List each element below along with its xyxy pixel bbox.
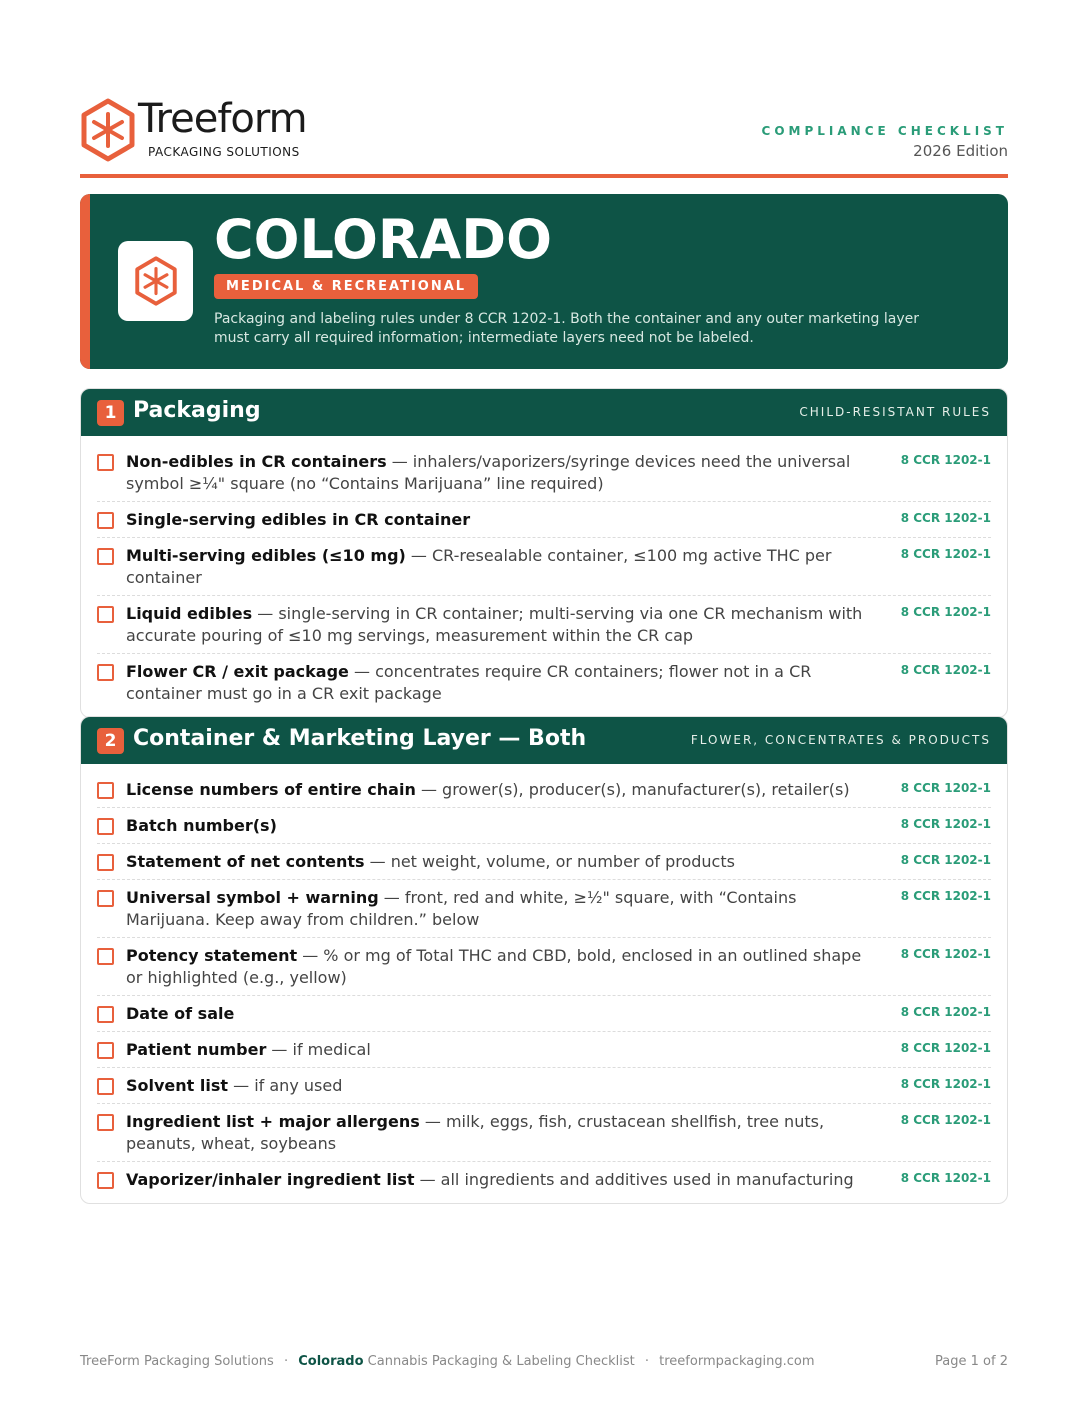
checklist-item (97, 1162, 991, 1197)
regulation-reference: 8 CCR 1202-1 (900, 781, 991, 795)
page-number: Page 1 of 2 (935, 1354, 1008, 1369)
regulation-reference: 8 CCR 1202-1 (900, 889, 991, 903)
item-text (126, 1169, 901, 1191)
brand-name: Treeform (138, 96, 307, 142)
regulation-reference: 8 CCR 1202-1 (900, 1005, 991, 1019)
section-header (81, 389, 1007, 436)
regulation-reference: 8 CCR 1202-1 (900, 1077, 991, 1091)
checklist-item (97, 880, 991, 938)
item-text (126, 815, 901, 837)
hero-banner (80, 194, 1008, 369)
item-text (126, 661, 901, 705)
item-title: Ingredient list + major allergens (126, 1112, 420, 1131)
checklist-item (97, 808, 991, 844)
regulation-reference: 8 CCR 1202-1 (900, 511, 991, 525)
item-title: Batch number(s) (126, 816, 277, 835)
checkbox-icon[interactable] (97, 1042, 114, 1059)
item-title: Vaporizer/inhaler ingredient list (126, 1170, 415, 1189)
footer-company: TreeForm Packaging Solutions (80, 1354, 274, 1369)
checklist-item (97, 538, 991, 596)
regulation-reference: 8 CCR 1202-1 (900, 1171, 991, 1185)
hero-icon-tile (118, 241, 193, 321)
item-text (126, 945, 901, 989)
item-text (126, 1075, 901, 1097)
regulation-reference: 8 CCR 1202-1 (900, 817, 991, 831)
item-detail: — all ingredients and additives used in manufacturing (414, 1170, 854, 1189)
document-edition: 2026 Edition (913, 142, 1008, 160)
item-detail: — grower(s), producer(s), manufacturer(s), retailer(s) (415, 780, 850, 799)
item-text (126, 603, 901, 647)
page-footer (80, 1354, 1008, 1369)
section-tag: FLOWER, CONCENTRATES & PRODUCTS (690, 733, 991, 747)
hexagon-asterisk-icon (131, 256, 181, 306)
item-title: Liquid edibles (126, 604, 253, 623)
checkbox-icon[interactable] (97, 890, 114, 907)
checklist-item (97, 596, 991, 654)
checkbox-icon[interactable] (97, 818, 114, 835)
item-text (126, 1003, 901, 1025)
checklist-item (97, 1068, 991, 1104)
item-title: Solvent list (126, 1076, 229, 1095)
checkbox-icon[interactable] (97, 548, 114, 565)
item-detail: — % or mg of Total THC and CBD, bold, enclosed in an outlined shape or highlighted (e.g., yellow) (126, 946, 862, 987)
hero-description: Packaging and labeling rules under 8 CCR 1202-1. Both the container and any outer marketing layer must carry all required information; intermediate layers need not be labeled. (214, 311, 919, 346)
item-title: Universal symbol + warning (126, 888, 379, 907)
section-title: Packaging (133, 398, 261, 423)
item-text (126, 451, 901, 495)
checkbox-icon[interactable] (97, 948, 114, 965)
regulation-reference: 8 CCR 1202-1 (900, 1041, 991, 1055)
item-detail: — concentrates require CR containers; flower not in a CR container must go in a CR exit package (126, 662, 812, 703)
checkbox-icon[interactable] (97, 664, 114, 681)
item-text (126, 509, 901, 531)
brand-tagline: PACKAGING SOLUTIONS (148, 145, 300, 159)
regulation-reference: 8 CCR 1202-1 (900, 663, 991, 677)
item-title: Flower CR / exit package (126, 662, 349, 681)
hero-accent-bar (80, 194, 90, 369)
item-title: License numbers of entire chain (126, 780, 416, 799)
checklist-item (97, 444, 991, 502)
item-detail: — inhalers/vaporizers/syringe devices need the universal symbol ≥¼" square (no “Contains Marijuana” line required) (126, 452, 851, 493)
item-title: Single-serving edibles in CR container (126, 510, 471, 529)
section-tag: CHILD-RESISTANT RULES (799, 405, 991, 419)
checklist-item (97, 938, 991, 996)
footer-separator: · (283, 1354, 289, 1369)
checkbox-icon[interactable] (97, 1006, 114, 1023)
checklist-item (97, 502, 991, 538)
section-number: 2 (97, 728, 124, 754)
header-divider (80, 174, 1008, 178)
checkbox-icon[interactable] (97, 1114, 114, 1131)
program-badge: MEDICAL & RECREATIONAL (214, 274, 478, 299)
footer-website[interactable]: treeformpackaging.com (659, 1354, 815, 1369)
checkbox-icon[interactable] (97, 1172, 114, 1189)
checklist-item (97, 1032, 991, 1068)
hexagon-asterisk-icon (80, 98, 136, 162)
checkbox-icon[interactable] (97, 854, 114, 871)
item-text (126, 779, 901, 801)
item-detail: — CR-resealable container, ≤100 mg active THC per container (126, 546, 832, 587)
checklist-item (97, 654, 991, 711)
regulation-reference: 8 CCR 1202-1 (900, 1113, 991, 1127)
checklist-item (97, 844, 991, 880)
item-detail: — single-serving in CR container; multi-serving via one CR mechanism with accurate pouring of ≤10 mg servings, measurement within the CR cap (126, 604, 863, 645)
section-number: 1 (97, 400, 124, 426)
item-title: Patient number (126, 1040, 267, 1059)
checklist-item (97, 996, 991, 1032)
item-detail: — milk, eggs, fish, crustacean shellfish, tree nuts, peanuts, wheat, soybeans (126, 1112, 825, 1153)
section-container-marketing (80, 716, 1008, 1204)
document-type: COMPLIANCE CHECKLIST (761, 124, 1008, 138)
regulation-reference: 8 CCR 1202-1 (900, 547, 991, 561)
checkbox-icon[interactable] (97, 1078, 114, 1095)
footer-title: Cannabis Packaging & Labeling Checklist (367, 1354, 635, 1369)
item-detail: — if any used (228, 1076, 343, 1095)
state-title: COLORADO (214, 208, 553, 271)
checkbox-icon[interactable] (97, 512, 114, 529)
checklist-item (97, 772, 991, 808)
item-title: Date of sale (126, 1004, 235, 1023)
page-header (80, 98, 1008, 164)
item-detail: — front, red and white, ≥½" square, with “Contains Marijuana. Keep away from children.” below (126, 888, 797, 929)
checklist-item (97, 1104, 991, 1162)
regulation-reference: 8 CCR 1202-1 (900, 605, 991, 619)
item-detail: — net weight, volume, or number of products (364, 852, 735, 871)
footer-separator: · (644, 1354, 649, 1369)
regulation-reference: 8 CCR 1202-1 (900, 453, 991, 467)
item-title: Statement of net contents (126, 852, 365, 871)
section-packaging (80, 388, 1008, 718)
item-text (126, 1039, 901, 1061)
brand-logo (80, 98, 320, 164)
checkbox-icon[interactable] (97, 454, 114, 471)
item-title: Non-edibles in CR containers (126, 452, 387, 471)
item-text (126, 1111, 901, 1155)
item-text (126, 851, 901, 873)
footer-state: Colorado (298, 1354, 364, 1369)
regulation-reference: 8 CCR 1202-1 (900, 947, 991, 961)
section-title: Container & Marketing Layer — Both (133, 726, 587, 751)
item-title: Multi-serving edibles (≤10 mg) (126, 546, 406, 565)
checklist (81, 764, 1007, 1203)
checklist (81, 436, 1007, 717)
item-detail: — if medical (266, 1040, 371, 1059)
item-text (126, 545, 901, 589)
checkbox-icon[interactable] (97, 606, 114, 623)
regulation-reference: 8 CCR 1202-1 (900, 853, 991, 867)
item-text (126, 887, 901, 931)
checkbox-icon[interactable] (97, 782, 114, 799)
item-title: Potency statement (126, 946, 298, 965)
section-header (81, 717, 1007, 764)
